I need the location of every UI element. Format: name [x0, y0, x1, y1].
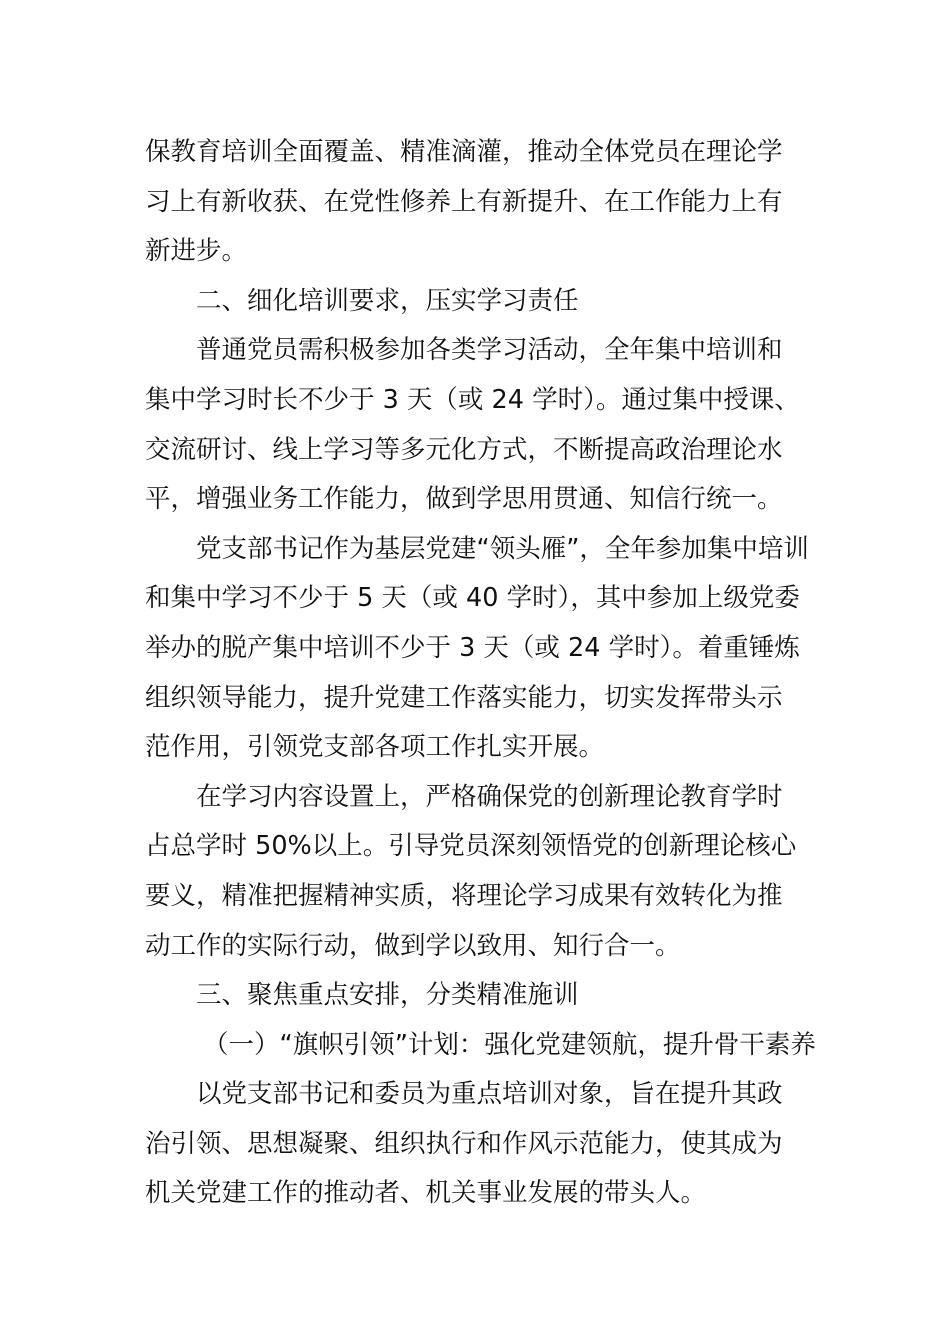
paragraph-first-line: 以党支部书记和委员为重点培训对象，旨在提升其政	[196, 1079, 783, 1110]
paragraph-line: 举办的脱产集中培训不少于 3 天（或 24 学时）。着重锤炼	[145, 632, 800, 663]
paragraph-line: 要义，精准把握精神实质，将理论学习成果有效转化为推	[145, 880, 783, 911]
paragraph-first-line: 在学习内容设置上，严格确保党的创新理论教育学时	[196, 781, 783, 812]
document-body	[145, 128, 816, 1219]
paragraph-line: 治引领、思想凝聚、组织执行和作风示范能力，使其成为	[145, 1128, 783, 1159]
paragraph-line: 交流研讨、线上学习等多元化方式，不断提高政治理论水	[145, 434, 783, 465]
section-heading-3: 三、聚焦重点安排，分类精准施训	[196, 980, 579, 1011]
subsection-heading-1: （一）“旗帜引领”计划：强化党建领航，提升骨干素养	[203, 1029, 816, 1060]
paragraph-end-line: 机关党建工作的推动者、机关事业发展的带头人。	[145, 1178, 707, 1209]
paragraph-end-line: 动工作的实际行动，做到学以致用、知行合一。	[145, 930, 681, 961]
paragraph-first-line: 党支部书记作为基层党建“领头雁”，全年参加集中培训	[196, 533, 809, 564]
section-heading-2: 二、细化培训要求，压实学习责任	[196, 285, 579, 316]
paragraph-end-line: 平，增强业务工作能力，做到学思用贯通、知信行统一。	[145, 484, 783, 515]
paragraph-line: 占总学时 50%以上。引导党员深刻领悟党的创新理论核心	[145, 831, 797, 862]
paragraph-continuation-line: 习上有新收获、在党性修养上有新提升、在工作能力上有	[145, 186, 783, 217]
paragraph-line: 集中学习时长不少于 3 天（或 24 学时）。通过集中授课、	[145, 384, 800, 415]
paragraph-first-line: 普通党员需积极参加各类学习活动，全年集中培训和	[196, 335, 783, 366]
paragraph-continuation-line: 保教育培训全面覆盖、精准滴灌，推动全体党员在理论学	[145, 137, 783, 167]
paragraph-line: 和集中学习不少于 5 天（或 40 学时），其中参加上级党委	[145, 583, 800, 614]
paragraph-line: 组织领导能力，提升党建工作落实能力，切实发挥带头示	[145, 682, 783, 713]
paragraph-end-line: 新进步。	[145, 236, 248, 267]
paragraph-end-line: 范作用，引领党支部各项工作扎实开展。	[145, 732, 605, 763]
